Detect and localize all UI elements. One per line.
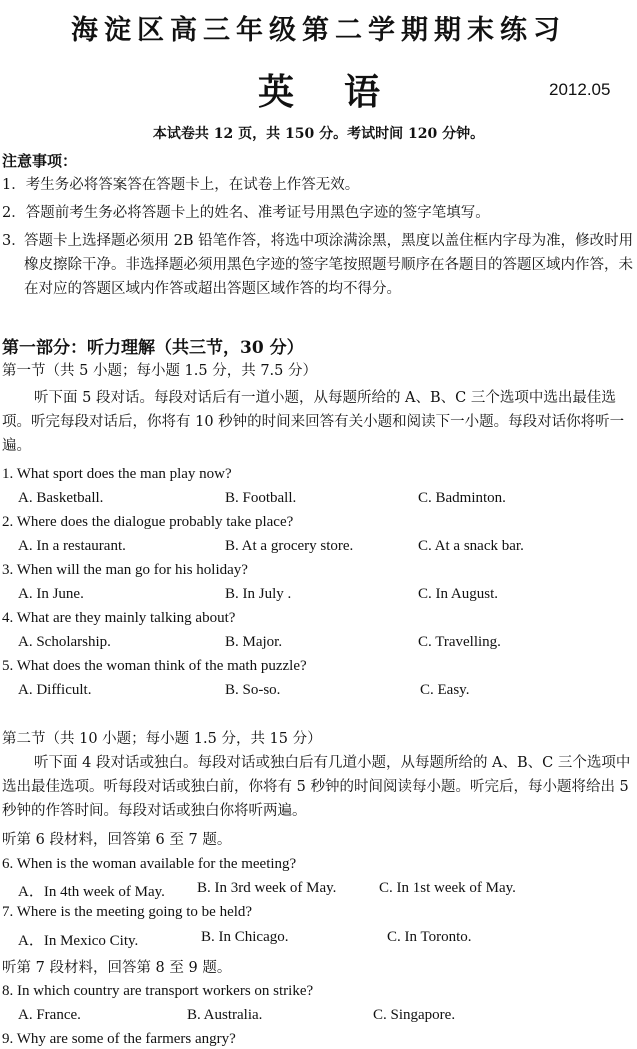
note-number: 1． [2,177,26,193]
option-a: A. In a restaurant. [18,538,126,554]
option-c: C. In August. [418,586,499,602]
material-7-label: 听第 7 段材料，回答第 8 至 9 题。 [2,960,232,976]
note-item-1 [2,173,359,197]
section2-instructions: 听下面 4 段对话或独白。每段对话或独白后有几道小题，从每题所给的 A、B、C 三个选项中选出最佳选项。听每段对话或独白前，你将有 5 秒钟的时间阅读每小题。听完后，每小题将给出 5 秒钟的作答时间。每段对话或独白你将听两遍。 [2,755,631,819]
option-a: A. Scholarship. [18,634,111,650]
note-number: 2． [2,205,26,221]
option-a: A. In June. [18,586,84,602]
option-c: C. At a snack bar. [418,538,524,554]
option-b: B. In Chicago. [201,929,289,945]
option-b: B. Football. [225,490,297,506]
option-b: B. In July . [225,586,292,602]
question-8: 8. In which country are transport workers on strike? [2,983,314,999]
question-7: 7. Where is the meeting going to be held? [2,904,253,920]
note-item-2 [2,201,490,225]
option-b: B. Australia. [187,1007,263,1023]
option-a: A．In Mexico City. [18,933,139,949]
option-a: A. France. [18,1007,81,1023]
section1-instructions: 听下面 5 段对话。每段对话后有一道小题，从每题所给的 A、B、C 三个选项中选出最佳选项。听完每段对话后，你将有 10 秒钟的时间来回答有关小题和阅读下一小题。每段对话你将听一遍。 [2,390,625,454]
option-c: C. Travelling. [418,634,501,650]
option-a: A. Difficult. [18,682,92,698]
option-b: B. In 3rd week of May. [197,880,337,896]
option-b: B. So-so. [225,682,281,698]
note-text: 答题卡上选择题必须用 2B 铅笔作答，将选中项涂满涂黑，黑度以盖住框内字母为准，修改时用橡皮擦除干净。非选择题必须用黑色字迹的签字笔按照题号顺序在各题目的答题区域内作答，未在对应的答题区域内作答或超出答题区域作答的均不得分。 [24,233,634,297]
option-b: B. Major. [225,634,283,650]
note-text: 考生务必将答案答在答题卡上，在试卷上作答无效。 [25,177,360,193]
notes-heading: 注意事项： [2,152,78,170]
question-3: 3. When will the man go for his holiday? [2,562,248,578]
subject-title: 英语 [258,72,431,113]
question-9: 9. Why are some of the farmers angry? [2,1031,236,1047]
option-a: A. Basketball. [18,490,104,506]
note-text: 答题前考生务必将答题卡上的姓名、准考证号用黑色字迹的签字笔填写。 [25,205,490,221]
option-a: A．In 4th week of May. [18,884,165,900]
option-c: C. Badminton. [418,490,506,506]
question-2: 2. Where does the dialogue probably take place? [2,514,294,530]
section2-heading: 第二节（共 10 小题；每小题 1.5 分，共 15 分） [2,731,322,747]
option-c: C. Singapore. [373,1007,456,1023]
note-number: 3． [2,233,26,249]
question-6: 6. When is the woman available for the meeting? [2,856,297,872]
exam-date: 2012.05 [549,80,611,99]
section1-heading: 第一节（共 5 小题；每小题 1.5 分，共 7.5 分） [2,363,317,379]
option-c: C. Easy. [420,682,470,698]
option-c: C. In Toronto. [387,929,472,945]
option-b: B. At a grocery store. [225,538,354,554]
exam-title: 海淀区高三年级第二学期期末练习 [71,15,566,46]
question-5: 5. What does the woman think of the math puzzle? [2,658,307,674]
option-c: C. In 1st week of May. [379,880,516,896]
material-6-label: 听第 6 段材料，回答第 6 至 7 题。 [2,832,232,848]
part1-heading: 第一部分：听力理解（共三节，30 分） [2,338,304,358]
exam-info: 本试卷共 12 页，共 150 分。考试时间 120 分钟。 [152,126,485,142]
question-1: 1. What sport does the man play now? [2,466,232,482]
question-4: 4. What are they mainly talking about? [2,610,236,626]
